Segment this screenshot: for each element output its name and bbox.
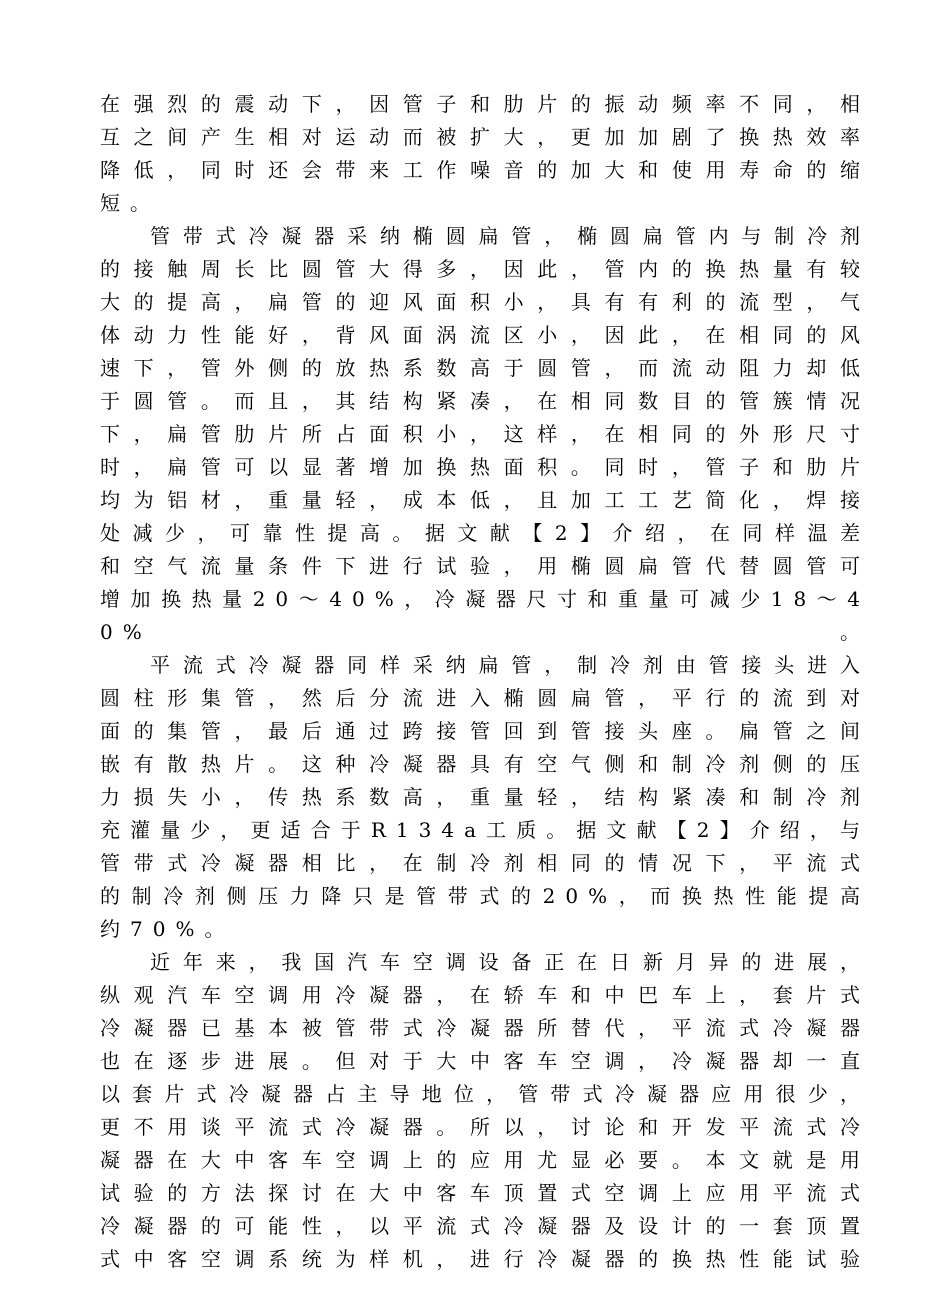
paragraph-2-line-11: 和空气流量条件下进行试验，用椭圆扁管代替圆管可 xyxy=(100,554,870,578)
paragraph-4-line-10: 式中客空调系统为样机，进行冷凝器的换热性能试验 xyxy=(100,1247,870,1271)
paragraph-2-line-4: 体动力性能好，背风面涡流区小，因此，在相同的风 xyxy=(100,323,870,347)
paragraph-4-line-4: 也在逐步进展。但对于大中客车空调，冷凝器却一直 xyxy=(100,1049,870,1073)
paragraph-3-line-1: 平流式冷凝器同样采纳扁管，制冷剂由管接头进入 xyxy=(150,653,870,677)
paragraph-3-line-7: 管带式冷凝器相比，在制冷剂相同的情况下，平流式 xyxy=(100,851,870,875)
paragraph-1-line-3: 降低，同时还会带来工作噪音的加大和使用寿命的缩 xyxy=(100,158,870,182)
paragraph-4-line-3: 冷凝器已基本被管带式冷凝器所替代，平流式冷凝器 xyxy=(100,1016,870,1040)
paragraph-2-line-7: 下，扁管肋片所占面积小，这样，在相同的外形尺寸 xyxy=(100,422,870,446)
paragraph-2-line-1: 管带式冷凝器采纳椭圆扁管，椭圆扁管内与制冷剂 xyxy=(150,224,870,248)
paragraph-2-line-12: 增加换热量20～40%，冷凝器尺寸和重量可减少18～40%。 xyxy=(100,587,870,644)
paragraph-1-line-1: 在强烈的震动下，因管子和肋片的振动频率不同，相 xyxy=(100,92,870,116)
paragraph-2-line-10: 处减少，可靠性提高。据文献【2】介绍，在同样温差 xyxy=(100,521,870,545)
paragraph-4-line-8: 试验的方法探讨在大中客车顶置式空调上应用平流式 xyxy=(100,1181,870,1205)
paragraph-4-line-2: 纵观汽车空调用冷凝器，在轿车和中巴车上，套片式 xyxy=(100,983,870,1007)
paragraph-3-line-8: 的制冷剂侧压力降只是管带式的20%，而换热性能提高 xyxy=(100,884,870,908)
paragraph-4-line-9: 冷凝器的可能性，以平流式冷凝器及设计的一套顶置 xyxy=(100,1214,870,1238)
paragraph-3-line-5: 力损失小，传热系数高，重量轻，结构紧凑和制冷剂 xyxy=(100,785,870,809)
paragraph-2-line-3: 大的提高，扁管的迎风面积小，具有有利的流型，气 xyxy=(100,290,870,314)
paragraph-1-line-4: 短。 xyxy=(100,191,160,215)
paragraph-4-line-6: 更不用谈平流式冷凝器。所以，讨论和开发平流式冷 xyxy=(100,1115,870,1139)
paragraph-1-line-2: 互之间产生相对运动而被扩大，更加加剧了换热效率 xyxy=(100,125,870,149)
paragraph-2-line-9: 均为铝材，重量轻，成本低，且加工工艺简化，焊接 xyxy=(100,488,870,512)
paragraph-4-line-7: 凝器在大中客车空调上的应用尤显必要。本文就是用 xyxy=(100,1148,870,1172)
paragraph-3-line-9: 约70%。 xyxy=(100,917,235,941)
paragraph-2-line-6: 于圆管。而且，其结构紧凑，在相同数目的管簇情况 xyxy=(100,389,870,413)
paragraph-2-line-5: 速下，管外侧的放热系数高于圆管，而流动阻力却低 xyxy=(100,356,870,380)
paragraph-3-line-2: 圆柱形集管，然后分流进入椭圆扁管，平行的流到对 xyxy=(100,686,870,710)
paragraph-4-line-5: 以套片式冷凝器占主导地位，管带式冷凝器应用很少， xyxy=(100,1082,870,1106)
document-body xyxy=(100,88,870,1276)
paragraph-2-line-8: 时，扁管可以显著增加换热面积。同时，管子和肋片 xyxy=(100,455,870,479)
paragraph-2-line-2: 的接触周长比圆管大得多，因此，管内的换热量有较 xyxy=(100,257,870,281)
paragraph-3-line-3: 面的集管，最后通过跨接管回到管接头座。扁管之间 xyxy=(100,719,870,743)
paragraph-3-line-4: 嵌有散热片。这种冷凝器具有空气侧和制冷剂侧的压 xyxy=(100,752,870,776)
paragraph-3-line-6: 充灌量少，更适合于R134a工质。据文献【2】介绍，与 xyxy=(100,818,870,842)
paragraph-4-line-1: 近年来，我国汽车空调设备正在日新月异的进展， xyxy=(150,950,870,974)
